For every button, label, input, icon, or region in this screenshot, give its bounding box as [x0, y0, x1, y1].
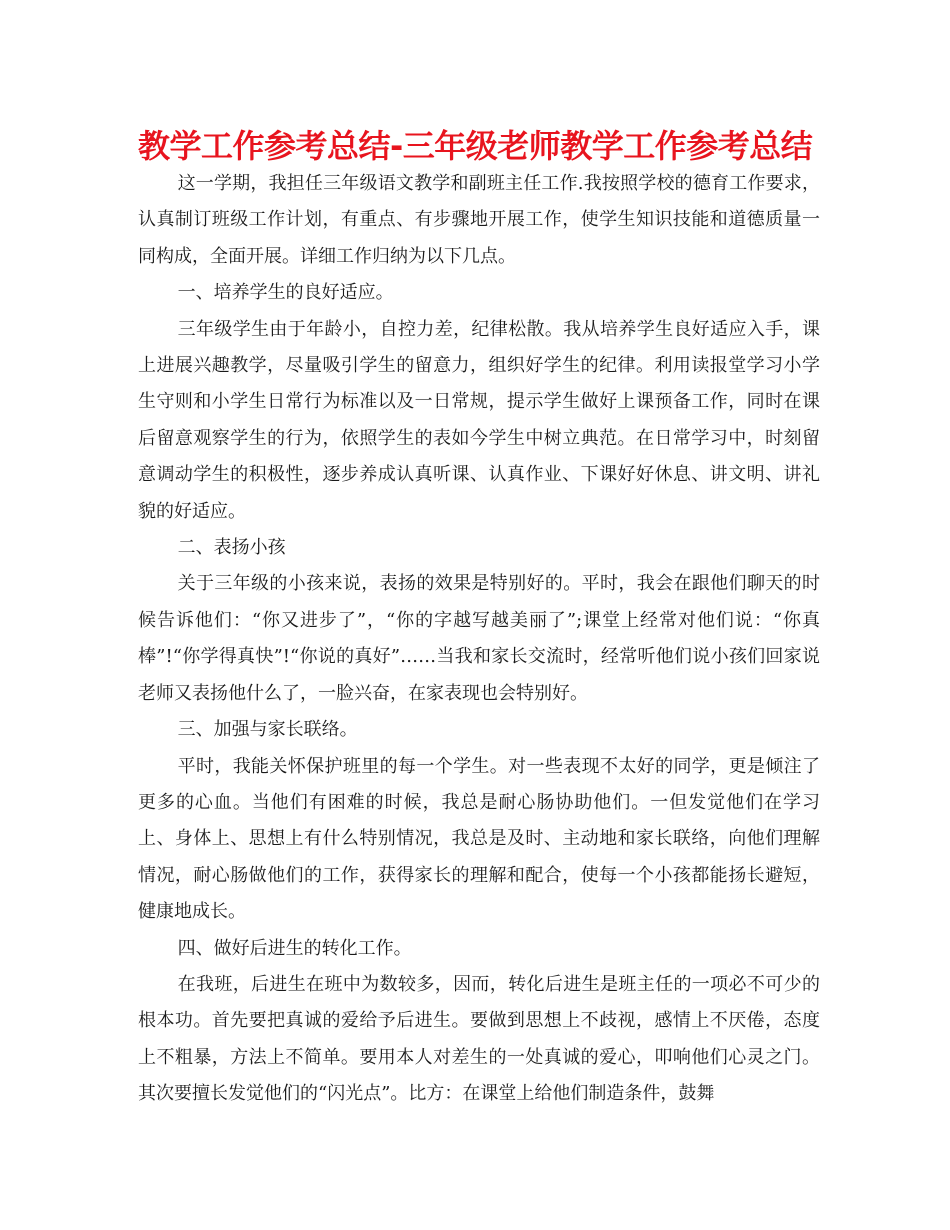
section-heading-4: 四、做好后进生的转化工作。 [177, 937, 412, 959]
section-paragraph-1: 三年级学生由于年龄小，自控力差，纪律松散。我从培养学生良好适应入手，课上进展兴趣教学，尽量吸引学生的留意力，组织好学生的纪律。利用读报堂学习小学生守则和小学生日常行为标准以及一日常规，提示学生做好上课预备工作，同时在课后留意观察学生的行为，依照学生的表如今学生中树立典范。在日常学习中，时刻留意调动学生的积极性，逐步养成认真听课、认真作业、下课好好休息、讲文明、讲礼貌的好适应。 [138, 318, 820, 522]
section-paragraph-3: 平时，我能关怀保护班里的每一个学生。对一些表现不太好的同学，更是倾注了更多的心血。当他们有困难的时候，我总是耐心肠协助他们。一但发觉他们在学习上、身体上、思想上有什么特别情况，我总是及时、主动地和家长联络，向他们理解情况，耐心肠做他们的工作，获得家长的理解和配合，使每一个小孩都能扬长避短，健康地成长。 [138, 755, 820, 923]
document-title: 教学工作参考总结-三年级老师教学工作参考总结 [138, 127, 813, 165]
section-heading-2: 二、表扬小孩 [177, 537, 286, 559]
section-paragraph-2: 关于三年级的小孩来说，表扬的效果是特别好的。平时，我会在跟他们聊天的时候告诉他们：“你又进步了”，“你的字越写越美丽了”;课堂上经常对他们说：“你真棒”!“你学得真快”!“你说的真好”……当我和家长交流时，经常听他们说小孩们回家说老师又表扬他什么了，一脸兴奋，在家表现也会特别好。 [138, 573, 820, 704]
document-body [138, 166, 820, 1113]
intro-paragraph: 这一学期，我担任三年级语文教学和副班主任工作.我按照学校的德育工作要求，认真制订班级工作计划，有重点、有步骤地开展工作，使学生知识技能和道德质量一同构成，全面开展。详细工作归纳为以下几点。 [138, 173, 820, 267]
section-heading-3: 三、加强与家长联络。 [177, 719, 358, 741]
section-paragraph-4: 在我班，后进生在班中为数较多，因而，转化后进生是班主任的一项必不可少的根本功。首先要把真诚的爱给予后进生。要做到思想上不歧视，感情上不厌倦，态度上不粗暴，方法上不简单。要用本人对差生的一处真诚的爱心，叩响他们心灵之门。其次要擅长发觉他们的“闪光点”。比方：在课堂上给他们制造条件，鼓舞 [138, 973, 820, 1105]
section-heading-1: 一、培养学生的良好适应。 [177, 282, 394, 304]
